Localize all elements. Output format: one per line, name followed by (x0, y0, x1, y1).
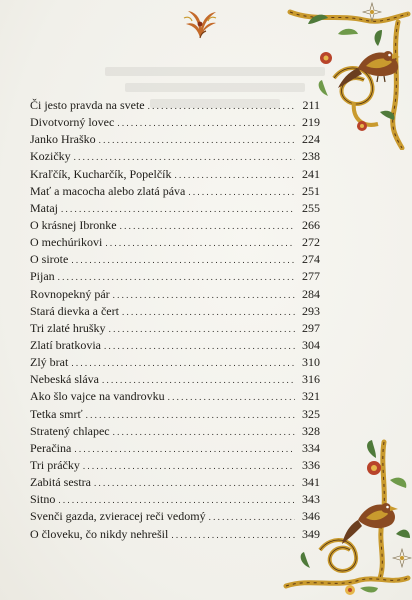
toc-entry-title: Ako šlo vajce na vandrovku (30, 389, 165, 404)
toc-entry-title: Svenči gazda, zvieracej reči vedomý (30, 509, 206, 524)
folk-flower-ornament-icon (176, 4, 224, 44)
toc-entry (30, 440, 320, 457)
toc-entry (30, 200, 320, 217)
toc-entry-title: Divotvorný lovec (30, 115, 115, 130)
toc-entry-title: Kraľčík, Kucharčík, Popelčík (30, 166, 172, 181)
toc-entry-title: Janko Hraško (30, 132, 96, 147)
toc-entry-page-number: 297 (302, 320, 320, 335)
toc-entry-title: Stratený chlapec (30, 423, 110, 438)
toc-entry (30, 508, 320, 525)
toc-entry-title: Zlatí bratkovia (30, 337, 101, 352)
toc-entry (30, 131, 320, 148)
dot-leader (104, 337, 295, 355)
toc-entry (30, 371, 320, 388)
toc-entry-title: Či jesto pravda na svete (30, 98, 145, 112)
toc-entry-title: Tri zlaté hrušky (30, 320, 106, 335)
toc-entry-page-number: 346 (302, 509, 320, 524)
toc-entry-page-number: 277 (302, 269, 320, 284)
toc-entry (30, 337, 320, 354)
toc-entry (30, 354, 320, 371)
dot-leader (94, 474, 295, 492)
toc-entry (30, 234, 320, 251)
toc-entry-title: Peračina (30, 440, 72, 455)
toc-entry (30, 388, 320, 405)
toc-entry-title: O človeku, čo nikdy nehrešil (30, 526, 169, 541)
toc-entry-title: O sirote (30, 252, 69, 267)
toc-entry-page-number: 341 (302, 475, 320, 490)
toc-entry-title: Sitno (30, 492, 56, 507)
dot-leader (58, 491, 295, 509)
toc-entry (30, 217, 320, 234)
dot-leader (168, 388, 295, 406)
toc-entry-title: O mechúrikovi (30, 235, 103, 250)
toc-entry (30, 303, 320, 320)
dot-leader (109, 320, 295, 338)
toc-entry-page-number: 310 (302, 355, 320, 370)
toc-entry-page-number: 343 (302, 492, 320, 507)
toc-entry (30, 491, 320, 508)
toc-entry-title: Zabitá sestra (30, 475, 91, 490)
toc-entry (30, 457, 320, 474)
dot-leader (122, 303, 295, 321)
toc-entry-page-number: 336 (302, 457, 320, 472)
dot-leader (105, 234, 295, 252)
toc-entry (30, 474, 320, 491)
toc-entry-title: Rovnopekný pár (30, 286, 110, 301)
bird-with-flowers-ornament-icon (280, 438, 412, 600)
toc-entry-title: Mataj (30, 200, 58, 215)
toc-entry (30, 406, 320, 423)
toc-entry-page-number: 211 (302, 98, 320, 112)
toc-entry-page-number: 321 (302, 389, 320, 404)
toc-entry-page-number: 224 (302, 132, 320, 147)
toc-entry-title: Tri práčky (30, 457, 80, 472)
toc-entry-page-number: 255 (302, 200, 320, 215)
toc-entry (30, 166, 320, 183)
toc-entry-title: Zlý brat (30, 355, 69, 370)
toc-entry-page-number: 334 (302, 440, 320, 455)
toc-entry-page-number: 274 (302, 252, 320, 267)
toc-entry (30, 526, 320, 543)
toc-entry (30, 268, 320, 285)
dot-leader (74, 148, 295, 166)
toc-entry-title: Kozičky (30, 149, 71, 164)
toc-entry-title: Nebeská sláva (30, 372, 99, 387)
toc-entry (30, 320, 320, 337)
dot-leader (86, 406, 295, 424)
toc-entry-page-number: 219 (302, 115, 320, 130)
dot-leader (102, 371, 295, 389)
toc-entry (30, 97, 320, 114)
dot-leader (148, 97, 295, 115)
dot-leader (83, 457, 295, 475)
toc-entry-page-number: 325 (302, 406, 320, 421)
toc-entry-page-number: 251 (302, 183, 320, 198)
dot-leader (74, 440, 295, 458)
toc-entry-page-number: 241 (302, 166, 320, 181)
toc-entry-title: Stará dievka a čert (30, 303, 119, 318)
toc-entry-page-number: 238 (302, 149, 320, 164)
dot-leader (117, 114, 295, 132)
toc-entry-page-number: 316 (302, 372, 320, 387)
toc-entry (30, 148, 320, 165)
toc-entry-page-number: 328 (302, 423, 320, 438)
toc-entry-page-number: 293 (302, 303, 320, 318)
dot-leader (61, 200, 295, 218)
toc-entry-title: Tetka smrť (30, 406, 83, 421)
dot-leader (99, 131, 295, 149)
dot-leader (71, 354, 295, 372)
toc-entry (30, 423, 320, 440)
toc-entry-page-number: 304 (302, 337, 320, 352)
toc-entry-page-number: 266 (302, 217, 320, 232)
toc-entry (30, 251, 320, 268)
toc-entry-title: Mať a macocha alebo zlatá páva (30, 183, 186, 198)
toc-entry (30, 183, 320, 200)
dot-leader (188, 183, 295, 201)
toc-entry-page-number: 349 (302, 526, 320, 541)
dot-leader (113, 286, 295, 304)
dot-leader (175, 166, 296, 184)
dot-leader (120, 217, 295, 235)
toc-entry-title: O krásnej Ibronke (30, 217, 117, 232)
toc-entry-title: Pijan (30, 269, 55, 284)
dot-leader (58, 268, 295, 286)
table-of-contents (30, 97, 320, 543)
dot-leader (113, 423, 295, 441)
dot-leader (171, 526, 295, 544)
dot-leader (71, 251, 295, 269)
toc-entry-page-number: 284 (302, 286, 320, 301)
toc-entry (30, 114, 320, 131)
toc-entry-page-number: 272 (302, 235, 320, 250)
toc-entry (30, 286, 320, 303)
